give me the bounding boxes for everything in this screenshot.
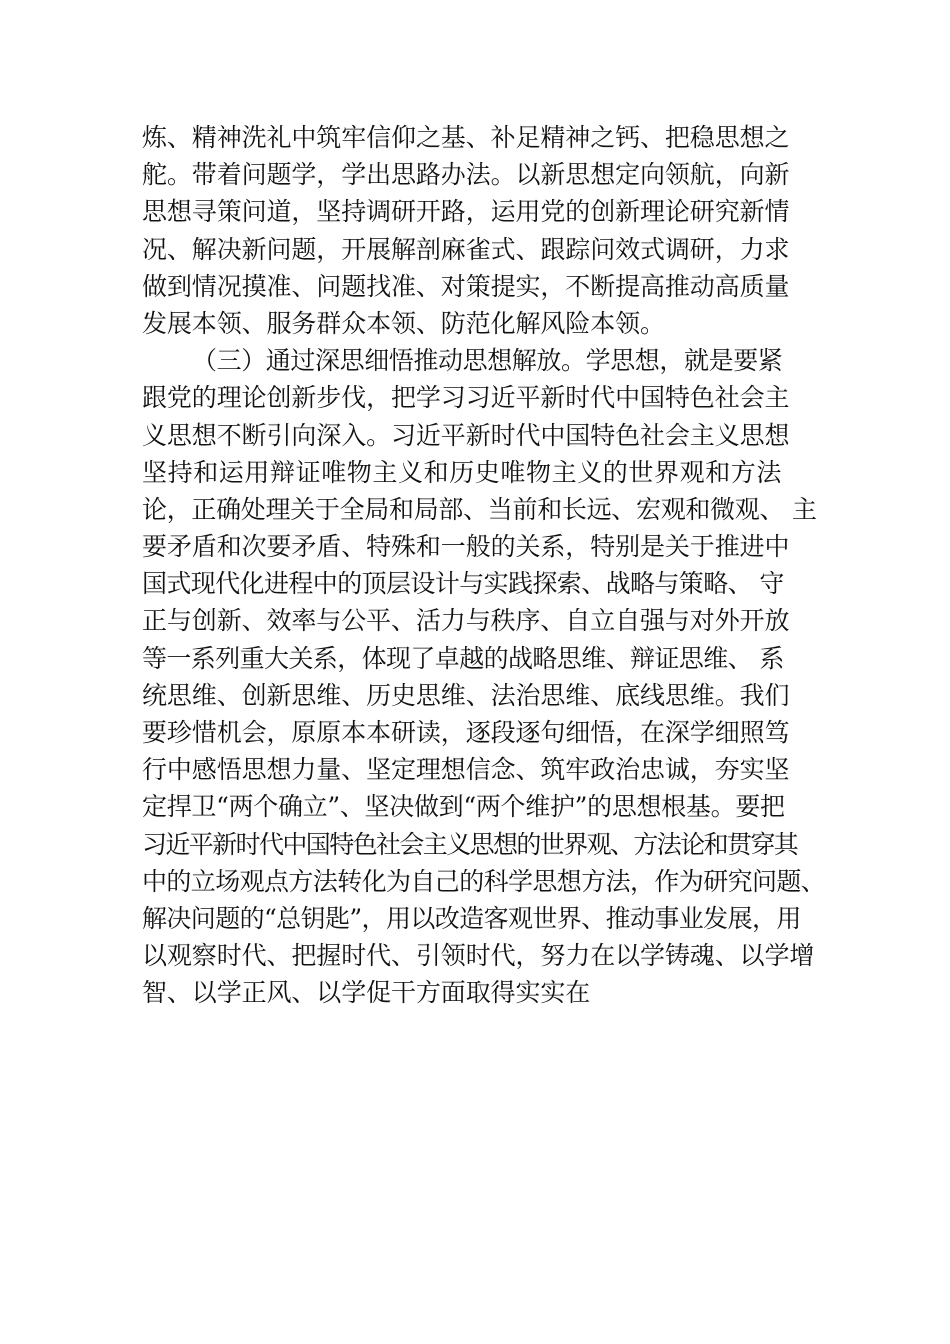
text-line: 智、以学正风、以学促干方面取得实实在: [142, 978, 591, 1008]
text-line: 正与创新、效率与公平、活力与秩序、自立自强与对外开放: [142, 606, 790, 636]
text-line: 等一系列重大关系，体现了卓越的战略思维、辩证思维、 系: [142, 643, 784, 673]
text-line: 论，正确处理关于全局和局部、当前和长远、宏观和微观、 主: [142, 494, 817, 524]
text-line: 炼、精神洗礼中筑牢信仰之基、补足精神之钙、把稳思想之: [142, 123, 790, 152]
text-line: 发展本领、服务群众本领、防范化解风险本领。: [142, 308, 665, 338]
text-line: 要珍惜机会，原原本本研读，逐段逐句细悟，在深学细照笃: [142, 718, 790, 747]
text-line: 舵。带着问题学，学出思路办法。以新思想定向领航，向新: [142, 160, 790, 190]
text-line: 跟党的理论创新步伐，把学习习近平新时代中国特色社会主: [142, 383, 790, 413]
text-line: 行中感悟思想力量、坚定理想信念、筑牢政治忠诚，夯实坚: [142, 755, 790, 785]
text-line: 义思想不断引向深入。习近平新时代中国特色社会主义思想: [142, 420, 790, 450]
text-line: 统思维、创新思维、历史思维、法治思维、底线思维。我们: [142, 680, 790, 710]
text-line: 国式现代化进程中的顶层设计与实践探索、战略与策略、 守: [142, 569, 784, 599]
text-line: 做到情况摸准、问题找准、对策提实，不断提高推动高质量: [142, 271, 790, 301]
body-text: [142, 119, 832, 1012]
text-line: 以观察时代、把握时代、引领时代，努力在以学铸魂、以学增: [142, 941, 815, 971]
text-line: 坚持和运用辩证唯物主义和历史唯物主义的世界观和方法: [142, 457, 783, 487]
text-line: 中的立场观点方法转化为自己的科学思想方法，作为研究问题、: [142, 866, 826, 896]
section-heading-line: （三）通过深思细悟推动思想解放。学思想，就是要紧: [192, 346, 783, 376]
text-line: 要矛盾和次要矛盾、特殊和一般的关系，特别是关于推进中: [142, 532, 790, 562]
text-line: 解决问题的“总钥匙”，用以改造客观世界、推动事业发展，用: [142, 903, 801, 933]
text-line: 习近平新时代中国特色社会主义思想的世界观、方法论和贯穿其: [142, 829, 798, 859]
text-line: 况、解决新问题，开展解剖麻雀式、跟踪问效式调研，力求: [142, 234, 790, 264]
text-line: 思想寻策问道，坚持调研开路，运用党的创新理论研究新情: [142, 197, 790, 227]
text-line: 定捍卫“两个确立”、坚决做到“两个维护”的思想根基。要把: [142, 792, 785, 822]
